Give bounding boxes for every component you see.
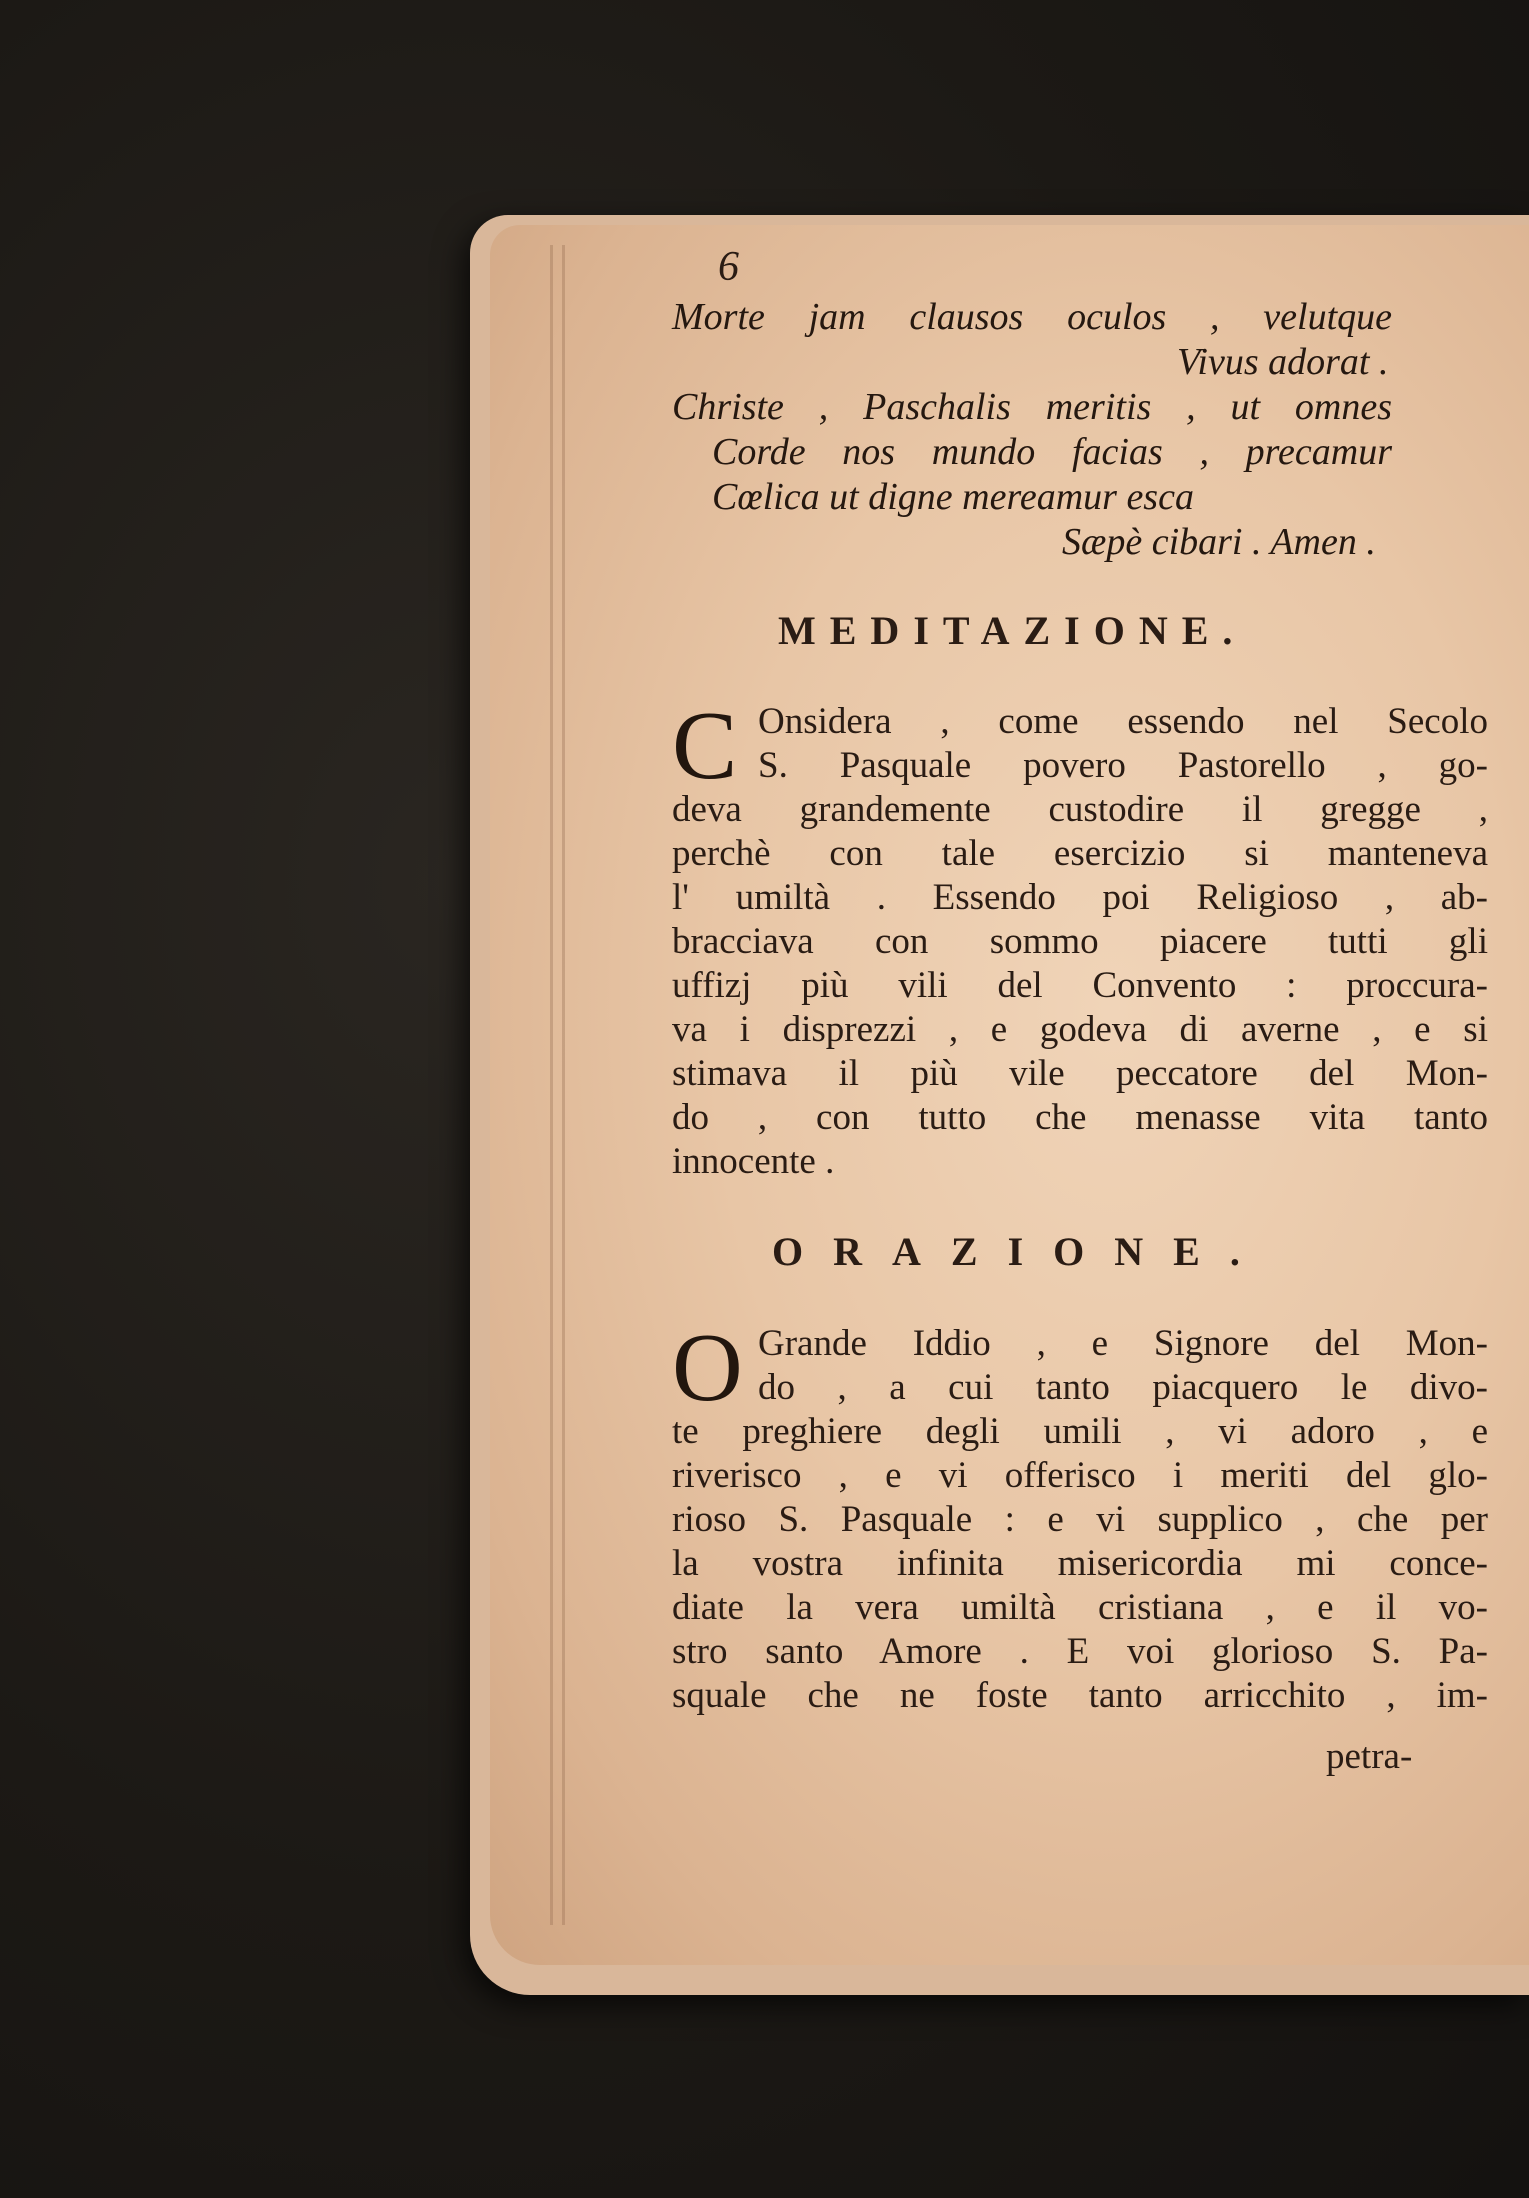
hymn-line: Christe , Paschalis meritis , ut omnes <box>672 386 1392 428</box>
text-line: squale che ne foste tanto arricchito , im- <box>672 1675 1488 1716</box>
catchword: petra- <box>1326 1736 1413 1777</box>
text-line: Onsidera , come essendo nel Secolo <box>758 701 1488 742</box>
page-gutter-line <box>550 245 553 1925</box>
text-line: stimava il più vile peccatore del Mon- <box>672 1053 1488 1094</box>
hymn-line: Corde nos mundo facias , precamur <box>712 431 1392 473</box>
text-line: do , a cui tanto piacquero le divo- <box>758 1367 1488 1408</box>
text-line: te preghiere degli umili , vi adoro , e <box>672 1411 1488 1452</box>
drop-cap: C <box>672 692 738 800</box>
text-line: deva grandemente custodire il gregge , <box>672 789 1488 830</box>
text-line: rioso S. Pasquale : e vi supplico , che per <box>672 1499 1488 1540</box>
hymn-line: Morte jam clausos oculos , velutque <box>672 296 1392 338</box>
orazione-heading: ORAZIONE. <box>772 1229 1270 1274</box>
hymn-line: Sæpè cibari . Amen . <box>1062 521 1376 563</box>
orazione-paragraph <box>672 1314 1488 1718</box>
text-line: do , con tutto che menasse vita tanto <box>672 1097 1488 1138</box>
hymn-line: Cœlica ut digne mereamur esca <box>712 476 1194 518</box>
page-gutter-line <box>562 245 565 1925</box>
text-line: diate la vera umiltà cristiana , e il vo- <box>672 1587 1488 1628</box>
meditazione-paragraph <box>672 692 1488 1184</box>
text-line: riverisco , e vi offerisco i meriti del glo- <box>672 1455 1488 1496</box>
drop-cap: O <box>672 1314 743 1422</box>
text-line: bracciava con sommo piacere tutti gli <box>672 921 1488 962</box>
meditazione-heading: MEDITAZIONE. <box>778 608 1247 653</box>
hymn-line: Vivus adorat . <box>1177 341 1389 383</box>
page-number: 6 <box>718 244 739 290</box>
text-line: uffizj più vili del Convento : proccura- <box>672 965 1488 1006</box>
latin-hymn <box>672 295 1472 565</box>
text-line: stro santo Amore . E voi glorioso S. Pa- <box>672 1631 1488 1672</box>
text-line: Grande Iddio , e Signore del Mon- <box>758 1323 1488 1364</box>
text-line: S. Pasquale povero Pastorello , go- <box>758 745 1488 786</box>
text-line: la vostra infinita misericordia mi conce- <box>672 1543 1488 1584</box>
text-line: perchè con tale esercizio si manteneva <box>672 833 1488 874</box>
text-line: innocente . <box>672 1141 835 1182</box>
text-line: l' umiltà . Essendo poi Religioso , ab- <box>672 877 1488 918</box>
text-line: va i disprezzi , e godeva di averne , e si <box>672 1009 1488 1050</box>
